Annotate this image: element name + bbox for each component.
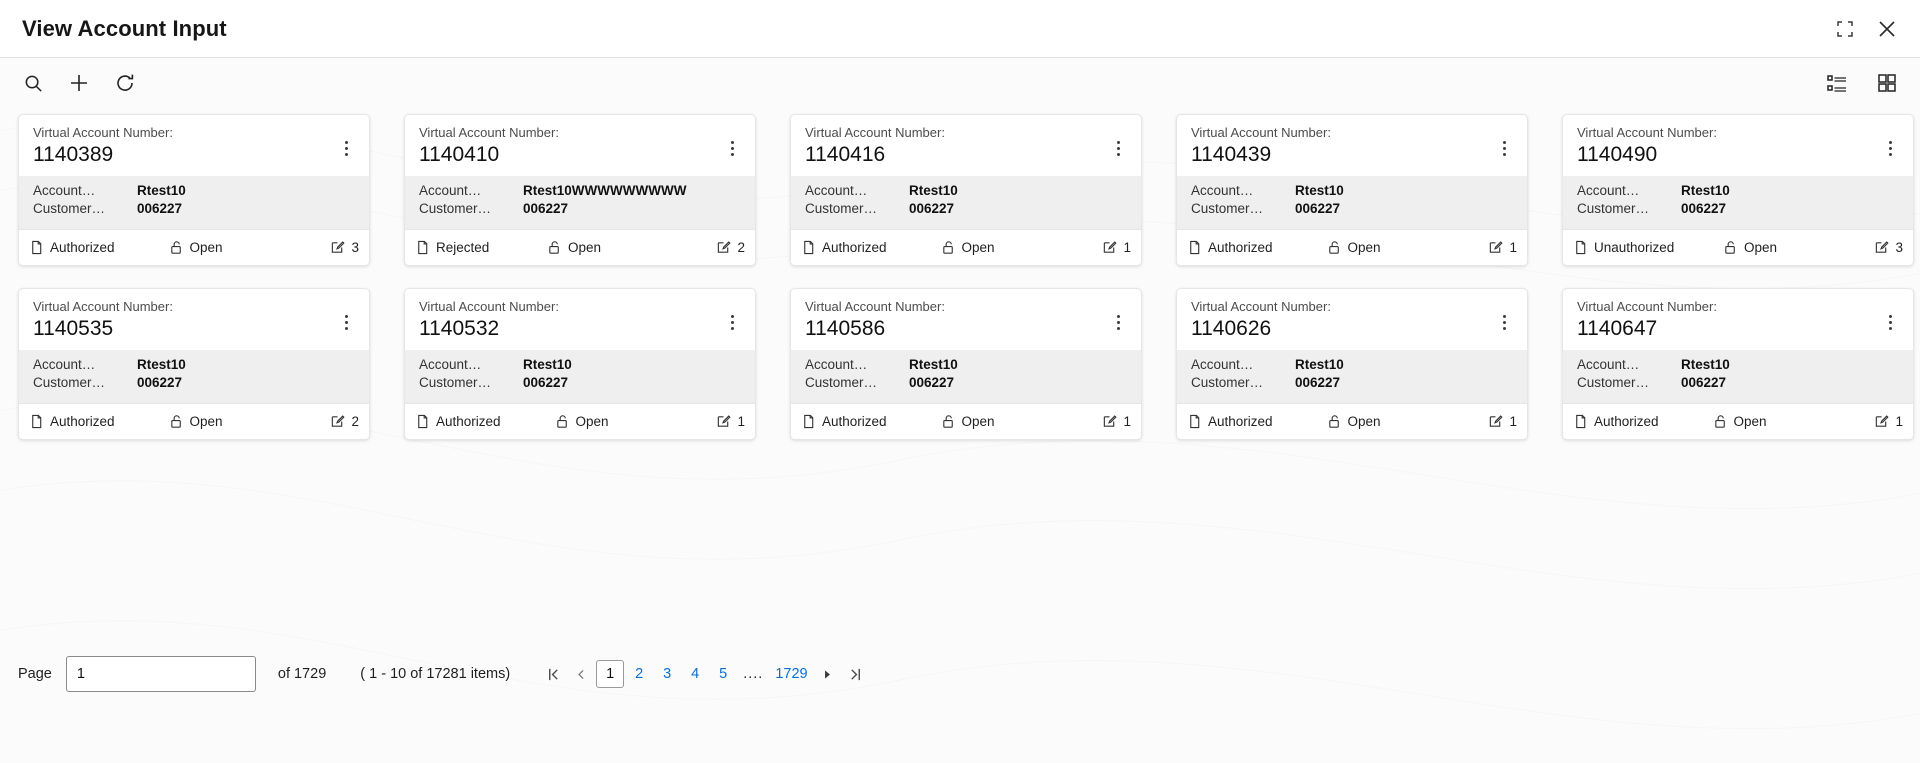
virtual-account-number-label: Virtual Account Number: bbox=[419, 125, 559, 140]
account-name-value: Rtest10 bbox=[1295, 357, 1344, 372]
status-text: Authorized bbox=[1208, 414, 1273, 429]
card-header-text bbox=[805, 299, 1109, 342]
status-badge bbox=[801, 414, 887, 429]
lock-state bbox=[1723, 240, 1777, 255]
virtual-account-number-label: Virtual Account Number: bbox=[419, 299, 559, 314]
pagination-controls bbox=[540, 660, 868, 688]
virtual-account-number-value: 1140647 bbox=[1577, 317, 1658, 340]
status-text: Authorized bbox=[436, 414, 501, 429]
card-header bbox=[1177, 115, 1527, 176]
modification-count-text: 2 bbox=[737, 240, 745, 255]
collapse-icon[interactable] bbox=[1834, 18, 1856, 40]
status-text: Unauthorized bbox=[1594, 240, 1675, 255]
card-header bbox=[19, 115, 369, 176]
tile-view-icon[interactable] bbox=[1872, 68, 1902, 98]
virtual-account-number-label: Virtual Account Number: bbox=[805, 299, 945, 314]
card-footer bbox=[791, 229, 1141, 265]
account-name-value: Rtest10 bbox=[1295, 183, 1344, 198]
card-header-text bbox=[1191, 299, 1495, 342]
modification-count bbox=[1102, 240, 1131, 255]
customer-number-label: Customer… bbox=[1577, 201, 1650, 216]
customer-number-value: 006227 bbox=[909, 201, 955, 216]
account-name-value: Rtest10WWWWWWWWW bbox=[523, 183, 687, 198]
lock-text: Open bbox=[189, 414, 223, 429]
page-button-4[interactable]: 4 bbox=[691, 666, 700, 682]
more-options-icon[interactable] bbox=[723, 309, 741, 335]
card-header-text bbox=[805, 125, 1109, 168]
virtual-account-number-label: Virtual Account Number: bbox=[1577, 125, 1717, 140]
modification-count-text: 3 bbox=[351, 240, 359, 255]
card-body bbox=[791, 350, 1141, 403]
status-text: Authorized bbox=[1208, 240, 1273, 255]
card-body bbox=[19, 176, 369, 229]
lock-text: Open bbox=[1733, 414, 1767, 429]
card-footer bbox=[1563, 403, 1913, 439]
page-button-last[interactable]: 1729 bbox=[775, 666, 808, 682]
card-body bbox=[1563, 176, 1913, 229]
virtual-account-number-label: Virtual Account Number: bbox=[33, 125, 173, 140]
account-card[interactable] bbox=[18, 114, 370, 266]
customer-number-row bbox=[1577, 374, 1899, 391]
account-card[interactable] bbox=[1176, 114, 1528, 266]
customer-number-value: 006227 bbox=[909, 375, 955, 390]
next-page-icon[interactable] bbox=[815, 660, 841, 688]
card-header-text bbox=[33, 299, 337, 342]
card-header-text bbox=[33, 125, 337, 168]
card-header bbox=[405, 289, 755, 350]
account-card[interactable] bbox=[1176, 288, 1528, 440]
account-name-label: Account… bbox=[1191, 183, 1254, 198]
customer-number-label: Customer… bbox=[33, 375, 106, 390]
toolbar-left-group bbox=[18, 68, 140, 98]
modification-count-text: 3 bbox=[1895, 240, 1903, 255]
lock-text: Open bbox=[961, 414, 995, 429]
card-footer bbox=[405, 229, 755, 265]
card-footer bbox=[1177, 403, 1527, 439]
account-name-label: Account… bbox=[805, 183, 868, 198]
card-body bbox=[791, 176, 1141, 229]
card-header-text bbox=[419, 125, 723, 168]
status-badge bbox=[1187, 240, 1273, 255]
lock-state bbox=[555, 414, 609, 429]
customer-number-row bbox=[1577, 200, 1899, 217]
lock-state bbox=[169, 240, 223, 255]
plus-icon[interactable] bbox=[64, 68, 94, 98]
account-name-row bbox=[805, 356, 1127, 373]
card-footer bbox=[19, 229, 369, 265]
status-badge bbox=[801, 240, 887, 255]
customer-number-row bbox=[805, 200, 1127, 217]
more-options-icon[interactable] bbox=[337, 309, 355, 335]
close-icon[interactable] bbox=[1876, 18, 1898, 40]
more-options-icon[interactable] bbox=[723, 135, 741, 161]
first-page-icon[interactable] bbox=[540, 660, 566, 688]
toolbar bbox=[0, 58, 1920, 108]
account-name-label: Account… bbox=[1577, 357, 1640, 372]
previous-page-icon[interactable] bbox=[568, 660, 594, 688]
card-footer bbox=[405, 403, 755, 439]
account-card[interactable] bbox=[404, 288, 756, 440]
refresh-icon[interactable] bbox=[110, 68, 140, 98]
page-button-3[interactable]: 3 bbox=[663, 666, 672, 682]
account-name-label: Account… bbox=[33, 357, 96, 372]
total-pages-text: of 1729 bbox=[277, 666, 327, 682]
customer-number-label: Customer… bbox=[419, 375, 492, 390]
account-name-row bbox=[33, 182, 355, 199]
page-button-1[interactable]: 1 bbox=[596, 660, 624, 688]
status-text: Authorized bbox=[822, 414, 887, 429]
page-button-2[interactable]: 2 bbox=[635, 666, 644, 682]
customer-number-label: Customer… bbox=[419, 201, 492, 216]
page-button-5[interactable]: 5 bbox=[719, 666, 728, 682]
lock-text: Open bbox=[568, 240, 602, 255]
account-card-grid bbox=[18, 114, 1902, 440]
status-text: Authorized bbox=[50, 240, 115, 255]
account-name-value: Rtest10 bbox=[1681, 183, 1730, 198]
modification-count-text: 1 bbox=[1123, 240, 1131, 255]
virtual-account-number-value: 1140490 bbox=[1577, 143, 1658, 166]
card-header bbox=[1563, 289, 1913, 350]
status-text: Authorized bbox=[822, 240, 887, 255]
card-footer bbox=[1563, 229, 1913, 265]
account-card[interactable] bbox=[1562, 288, 1914, 440]
virtual-account-number-value: 1140586 bbox=[805, 317, 886, 340]
content-area bbox=[0, 108, 1920, 763]
card-body bbox=[1563, 350, 1913, 403]
lock-state bbox=[941, 240, 995, 255]
lock-text: Open bbox=[1744, 240, 1778, 255]
list-view-icon[interactable] bbox=[1822, 68, 1852, 98]
card-body bbox=[1177, 350, 1527, 403]
lock-text: Open bbox=[961, 240, 995, 255]
customer-number-value: 006227 bbox=[1295, 201, 1341, 216]
customer-number-value: 006227 bbox=[137, 375, 183, 390]
card-header bbox=[405, 115, 755, 176]
lock-state bbox=[169, 414, 223, 429]
search-icon[interactable] bbox=[18, 68, 48, 98]
more-options-icon[interactable] bbox=[1109, 135, 1127, 161]
account-name-row bbox=[805, 182, 1127, 199]
more-options-icon[interactable] bbox=[1495, 309, 1513, 335]
page-label: Page bbox=[18, 666, 52, 682]
more-options-icon[interactable] bbox=[1881, 309, 1899, 335]
account-card[interactable] bbox=[1562, 114, 1914, 266]
card-footer bbox=[791, 403, 1141, 439]
status-badge bbox=[1573, 240, 1674, 255]
modification-count-text: 1 bbox=[1895, 414, 1903, 429]
lock-text: Open bbox=[1347, 414, 1381, 429]
virtual-account-number-label: Virtual Account Number: bbox=[33, 299, 173, 314]
status-badge bbox=[415, 240, 489, 255]
modification-count bbox=[1874, 414, 1903, 429]
toolbar-right-group bbox=[1822, 68, 1902, 98]
customer-number-value: 006227 bbox=[1681, 375, 1727, 390]
account-name-value: Rtest10 bbox=[909, 183, 958, 198]
customer-number-value: 006227 bbox=[1295, 375, 1341, 390]
customer-number-label: Customer… bbox=[1191, 375, 1264, 390]
page-ellipsis: .... bbox=[743, 666, 764, 682]
card-body bbox=[405, 350, 755, 403]
customer-number-row bbox=[1191, 200, 1513, 217]
account-card[interactable] bbox=[404, 114, 756, 266]
status-text: Authorized bbox=[1594, 414, 1659, 429]
virtual-account-number-value: 1140626 bbox=[1191, 317, 1272, 340]
card-header-text bbox=[419, 299, 723, 342]
customer-number-value: 006227 bbox=[523, 375, 569, 390]
lock-state bbox=[1327, 414, 1381, 429]
customer-number-label: Customer… bbox=[805, 375, 878, 390]
customer-number-value: 006227 bbox=[523, 201, 569, 216]
account-name-row bbox=[1191, 182, 1513, 199]
last-page-icon[interactable] bbox=[843, 660, 869, 688]
account-card[interactable] bbox=[790, 114, 1142, 266]
card-footer bbox=[1177, 229, 1527, 265]
account-name-label: Account… bbox=[419, 183, 482, 198]
lock-text: Open bbox=[1347, 240, 1381, 255]
account-name-row bbox=[1191, 356, 1513, 373]
account-card[interactable] bbox=[18, 288, 370, 440]
account-name-value: Rtest10 bbox=[137, 357, 186, 372]
card-header bbox=[19, 289, 369, 350]
account-name-label: Account… bbox=[419, 357, 482, 372]
customer-number-row bbox=[33, 374, 355, 391]
virtual-account-number-value: 1140410 bbox=[419, 143, 500, 166]
card-body bbox=[1177, 176, 1527, 229]
customer-number-row bbox=[419, 200, 741, 217]
status-text: Rejected bbox=[436, 240, 490, 255]
card-header-text bbox=[1577, 299, 1881, 342]
status-badge bbox=[29, 240, 115, 255]
lock-state bbox=[1713, 414, 1767, 429]
account-card[interactable] bbox=[790, 288, 1142, 440]
customer-number-row bbox=[419, 374, 741, 391]
card-header bbox=[791, 289, 1141, 350]
customer-number-row bbox=[805, 374, 1127, 391]
lock-state bbox=[941, 414, 995, 429]
modification-count-text: 1 bbox=[737, 414, 745, 429]
customer-number-value: 006227 bbox=[137, 201, 183, 216]
customer-number-label: Customer… bbox=[1577, 375, 1650, 390]
card-header bbox=[1563, 115, 1913, 176]
card-header-text bbox=[1191, 125, 1495, 168]
account-name-label: Account… bbox=[805, 357, 868, 372]
status-badge bbox=[1573, 414, 1659, 429]
account-name-row bbox=[419, 182, 741, 199]
account-name-value: Rtest10 bbox=[523, 357, 572, 372]
modification-count bbox=[330, 240, 359, 255]
virtual-account-number-value: 1140416 bbox=[805, 143, 886, 166]
modification-count bbox=[716, 414, 745, 429]
pagination-bar bbox=[0, 656, 1920, 692]
modification-count bbox=[1874, 240, 1903, 255]
virtual-account-number-value: 1140535 bbox=[33, 317, 114, 340]
status-text: Authorized bbox=[50, 414, 115, 429]
more-options-icon[interactable] bbox=[1495, 135, 1513, 161]
account-name-value: Rtest10 bbox=[909, 357, 958, 372]
modification-count-text: 1 bbox=[1509, 240, 1517, 255]
virtual-account-number-label: Virtual Account Number: bbox=[1577, 299, 1717, 314]
account-name-row bbox=[1577, 356, 1899, 373]
account-name-label: Account… bbox=[1191, 357, 1254, 372]
customer-number-row bbox=[1191, 374, 1513, 391]
page-input[interactable] bbox=[66, 656, 256, 692]
modification-count-text: 2 bbox=[351, 414, 359, 429]
items-range-text: ( 1 - 10 of 17281 items) bbox=[360, 666, 511, 682]
card-header bbox=[791, 115, 1141, 176]
virtual-account-number-value: 1140389 bbox=[33, 143, 114, 166]
account-name-row bbox=[419, 356, 741, 373]
account-name-label: Account… bbox=[1577, 183, 1640, 198]
page-title: View Account Input bbox=[22, 15, 227, 41]
account-name-label: Account… bbox=[33, 183, 96, 198]
more-options-icon[interactable] bbox=[1109, 309, 1127, 335]
modification-count bbox=[1488, 240, 1517, 255]
lock-text: Open bbox=[575, 414, 609, 429]
account-name-value: Rtest10 bbox=[1681, 357, 1730, 372]
status-badge bbox=[29, 414, 115, 429]
customer-number-value: 006227 bbox=[1681, 201, 1727, 216]
virtual-account-number-label: Virtual Account Number: bbox=[1191, 299, 1331, 314]
modification-count-text: 1 bbox=[1509, 414, 1517, 429]
window-controls bbox=[1834, 18, 1898, 40]
account-name-row bbox=[33, 356, 355, 373]
virtual-account-number-label: Virtual Account Number: bbox=[1191, 125, 1331, 140]
lock-text: Open bbox=[189, 240, 223, 255]
customer-number-label: Customer… bbox=[805, 201, 878, 216]
title-bar bbox=[0, 0, 1920, 58]
account-name-row bbox=[1577, 182, 1899, 199]
customer-number-label: Customer… bbox=[1191, 201, 1264, 216]
card-header bbox=[1177, 289, 1527, 350]
more-options-icon[interactable] bbox=[337, 135, 355, 161]
modification-count-text: 1 bbox=[1123, 414, 1131, 429]
modification-count bbox=[330, 414, 359, 429]
virtual-account-number-label: Virtual Account Number: bbox=[805, 125, 945, 140]
card-body bbox=[405, 176, 755, 229]
lock-state bbox=[1327, 240, 1381, 255]
modification-count bbox=[1488, 414, 1517, 429]
virtual-account-number-value: 1140532 bbox=[419, 317, 500, 340]
customer-number-label: Customer… bbox=[33, 201, 106, 216]
modification-count bbox=[716, 240, 745, 255]
lock-state bbox=[547, 240, 601, 255]
modification-count bbox=[1102, 414, 1131, 429]
more-options-icon[interactable] bbox=[1881, 135, 1899, 161]
card-header-text bbox=[1577, 125, 1881, 168]
card-footer bbox=[19, 403, 369, 439]
status-badge bbox=[415, 414, 501, 429]
card-body bbox=[19, 350, 369, 403]
virtual-account-number-value: 1140439 bbox=[1191, 143, 1272, 166]
status-badge bbox=[1187, 414, 1273, 429]
customer-number-row bbox=[33, 200, 355, 217]
account-name-value: Rtest10 bbox=[137, 183, 186, 198]
